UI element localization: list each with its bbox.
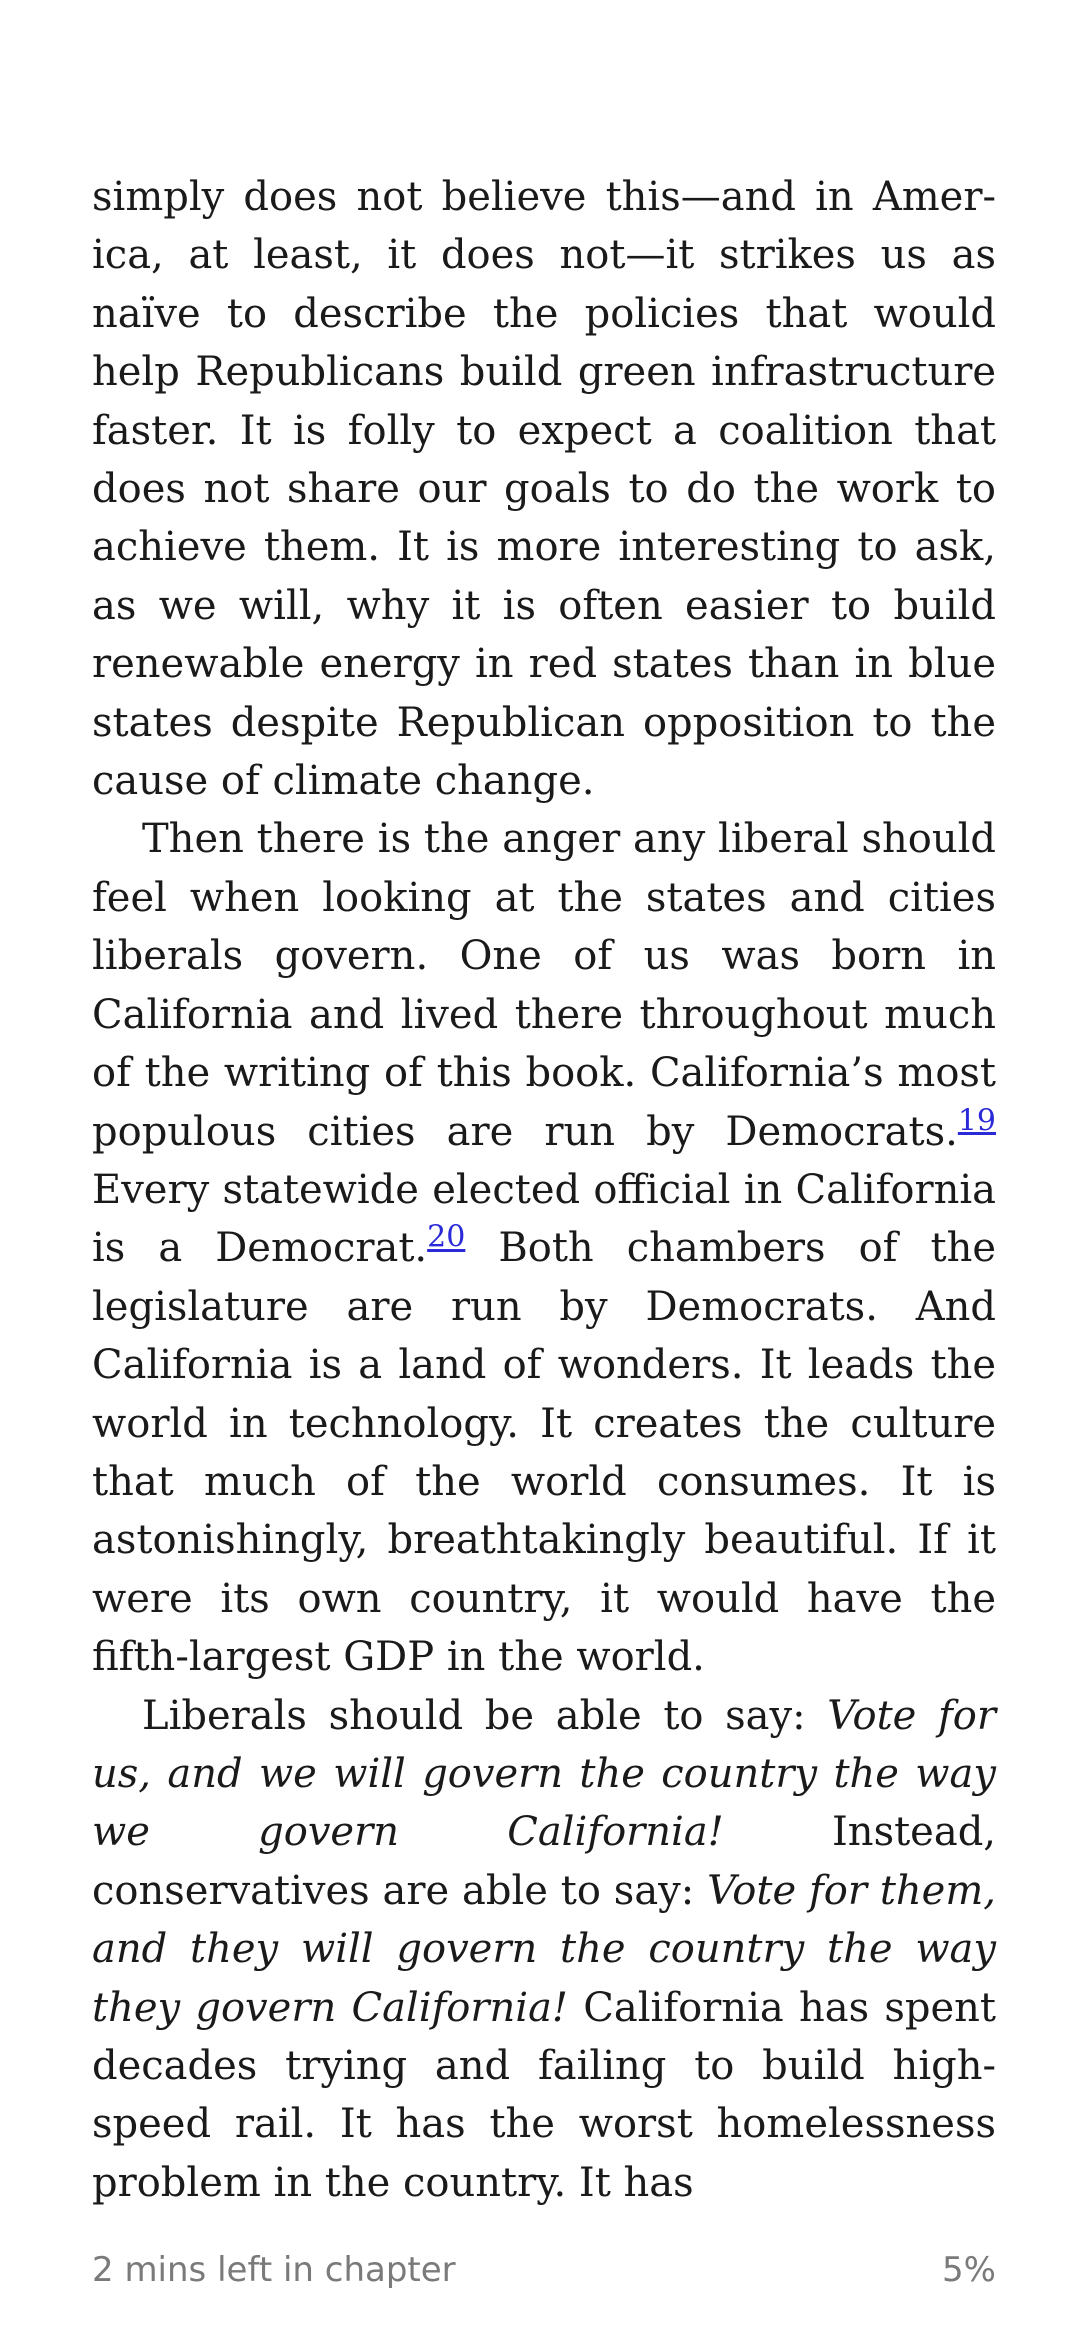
text-segment: Instead, conservatives are able to say: xyxy=(92,1809,997,1914)
paragraph-1 xyxy=(92,168,996,810)
text-segment: simply does not believe this—and in America, at least, it does not—it strikes us as naïve to describe the policies that would help Republicans build green infrastructure faster. It is folly to expect a coalition that does not share our goals to do the work to achieve them. It is more interesting to ask, as we will, why it is often easier to build renewable energy in red states than in blue states despite Republican opposition to the cause of climate change. xyxy=(92,174,996,805)
text-segment: California has spent decades trying and failing to build high-speed rail. It has the worst homelessness problem in the country. It has xyxy=(92,1984,997,2206)
footnote-19 xyxy=(958,1103,996,1138)
book-page-text[interactable] xyxy=(92,168,997,2206)
footnote-20 xyxy=(427,1220,465,1255)
text-segment: Then there is the anger any liberal should feel when looking at the states and cities liberals govern. One of us was born in California and lived there throughout much of the writing of this book. California’s most populous cities are run by Democrats. xyxy=(92,816,996,1155)
text-segment: Both chambers of the legislature are run by Democrats. And California is a land of wonders. It leads the world in technology. It creates the culture that much of the world consumes. It is astonishingly, breathtakingly beautiful. If it were its own country, it would have the fifth-largest GDP in the world. xyxy=(92,1225,997,1681)
progress-percent[interactable]: 5% xyxy=(942,2250,996,2290)
paragraph-2 xyxy=(92,810,996,1686)
time-left-in-chapter[interactable]: 2 mins left in chapter xyxy=(92,2250,456,2290)
text-segment: Every statewide elected official in California is a Democrat. xyxy=(92,1166,996,1272)
reading-progress-footer[interactable] xyxy=(92,2240,996,2300)
footnote-link-19[interactable]: 19 xyxy=(957,1103,996,1139)
paragraph-3 xyxy=(92,1687,996,2213)
text-segment: Liberals should be able to say: xyxy=(142,1692,828,1739)
italic-quote-1: Vote for us, and we will govern the country the way we govern California! xyxy=(92,1692,997,1856)
footnote-link-20[interactable]: 20 xyxy=(427,1219,466,1255)
italic-quote-2: Vote for them, and they will govern the country the way they govern California! xyxy=(92,1867,996,2031)
